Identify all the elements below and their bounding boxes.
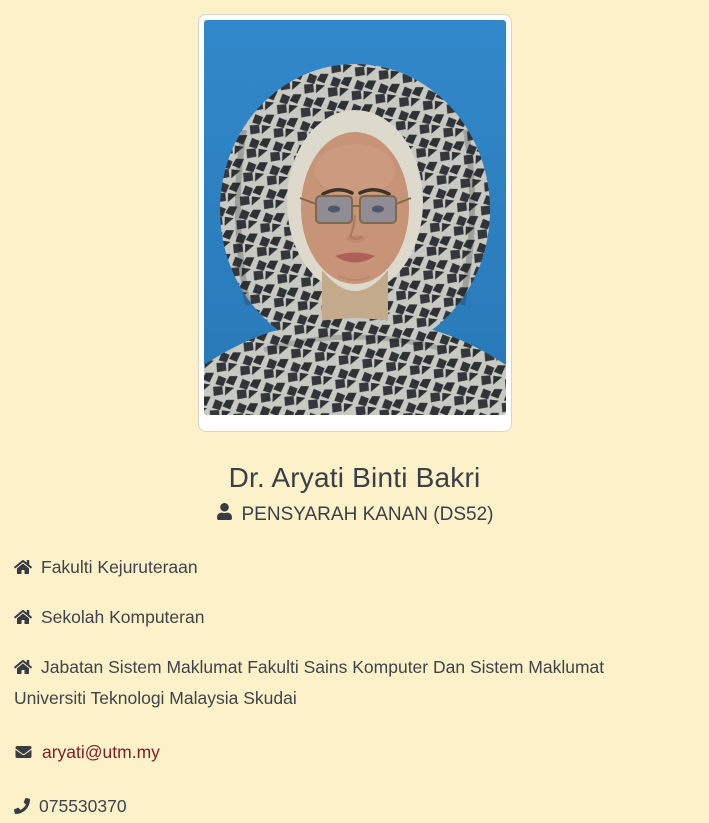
faculty-label: Fakulti Kejuruteraan — [41, 557, 198, 577]
home-icon — [14, 555, 32, 584]
envelope-icon — [14, 740, 33, 769]
profile-details — [14, 553, 695, 823]
profile-photo — [204, 20, 506, 415]
position-label: PENSYARAH KANAN (DS52) — [241, 503, 494, 525]
user-icon — [216, 503, 233, 526]
home-icon — [14, 655, 32, 684]
position-line — [0, 503, 709, 526]
phone-line — [14, 792, 669, 823]
phone-label: 075530370 — [39, 796, 127, 816]
department-label: Jabatan Sistem Maklumat Fakulti Sains Komputer Dan Sistem Maklumat Universiti Teknologi Malaysia Skudai — [14, 657, 605, 708]
email-line — [14, 738, 669, 769]
school-line — [14, 603, 669, 634]
profile-name: Dr. Aryati Binti Bakri — [228, 462, 481, 493]
email-link[interactable]: aryati@utm.my — [42, 742, 160, 762]
department-line — [14, 653, 669, 713]
school-label: Sekolah Komputeran — [41, 607, 205, 627]
profile-photo-frame — [198, 14, 512, 432]
home-icon — [14, 605, 32, 634]
phone-icon — [14, 794, 30, 823]
faculty-line — [14, 553, 669, 584]
